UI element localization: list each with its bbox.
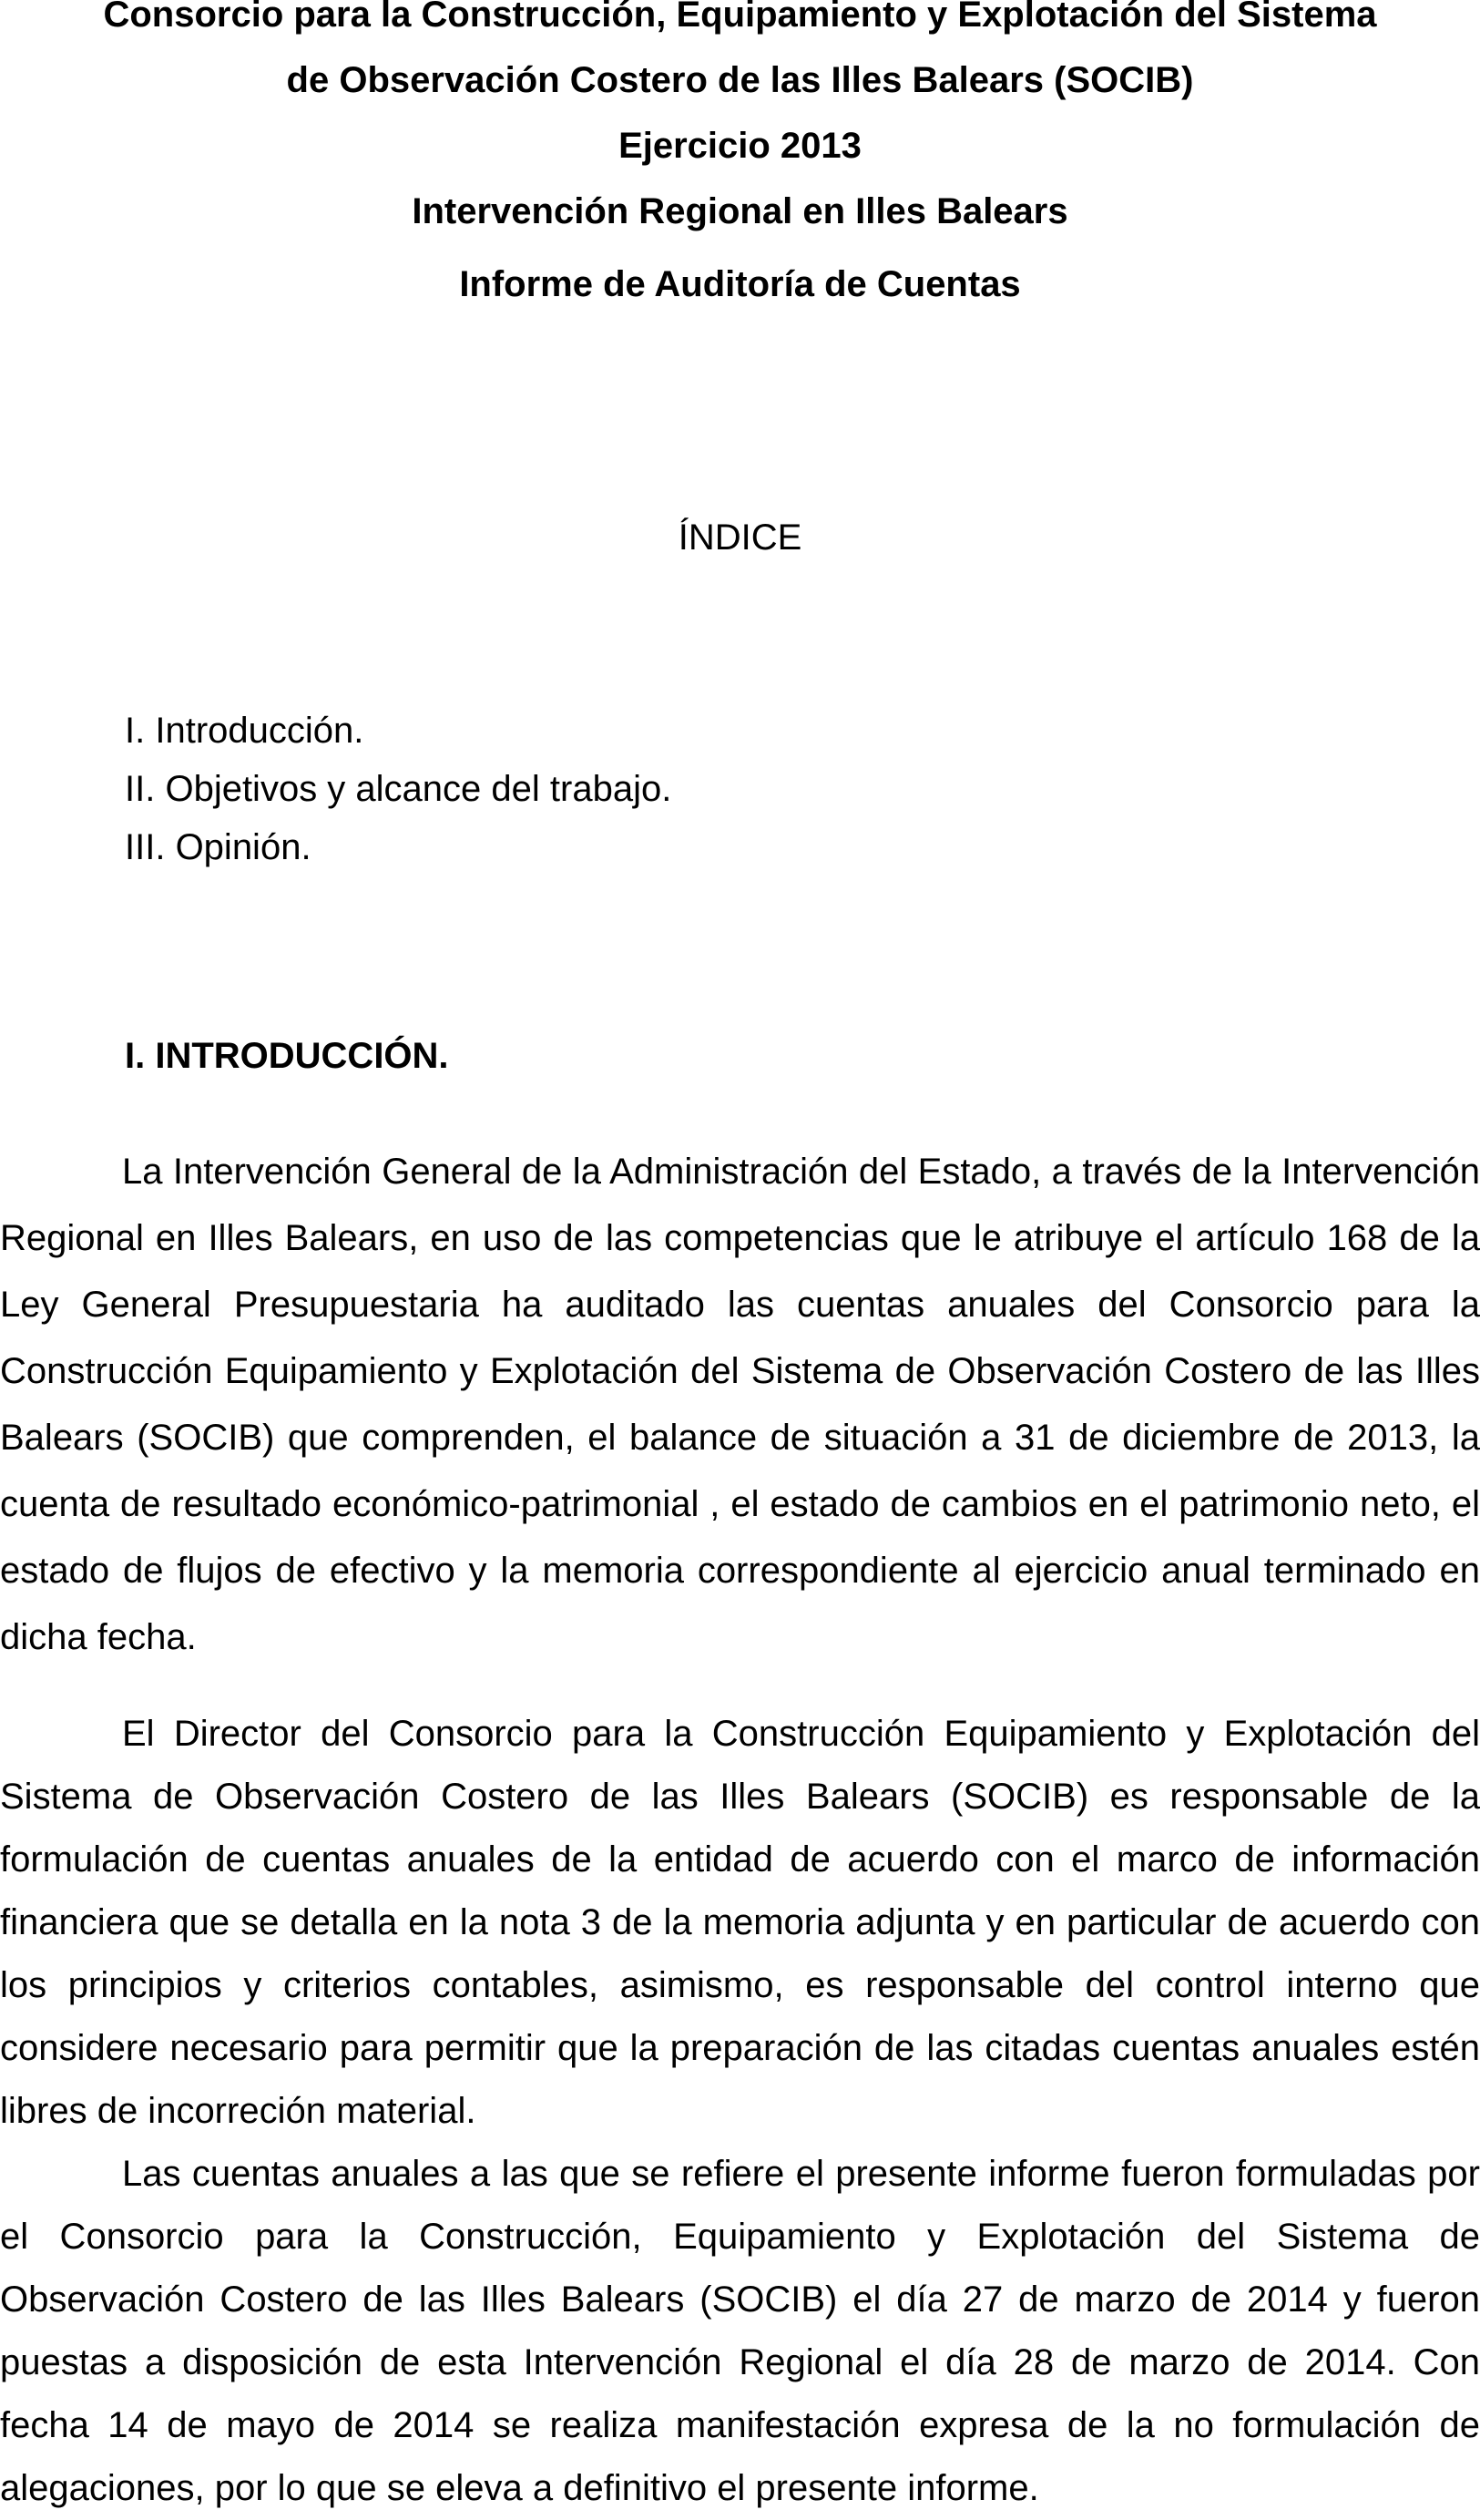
title-line-report-type: Informe de Auditoría de Cuentas xyxy=(459,264,1021,304)
table-of-contents xyxy=(125,702,671,876)
paragraph-audit-scope: La Intervención General de la Administración del Estado, a través de la Intervención Regional en Illes Balears, en uso de las competencias que le atribuye el artículo 168 de la Ley General Presupuestaria ha auditado las cuentas anuales del Consorcio para la Construcción Equipamiento y Explotación del Sistema de Observación Costero de las Illes Balears (SOCIB) que comprenden, el balance de situación a 31 de diciembre de 2013, la cuenta de resultado económico-patrimonial , el estado de cambios en el patrimonio neto, el estado de flujos de efectivo y la memoria correspondiente al ejercicio anual terminado en dicha fecha. xyxy=(0,1152,1480,1657)
paragraph-accounts-formulation: Las cuentas anuales a las que se refiere el presente informe fueron formuladas por el Consorcio para la Construcción, Equipamiento y Explotación del Sistema de Observación Costero de las Illes Balears (SOCIB) el día 27 de marzo de 2014 y fueron puestas a disposición de esta Intervención Regional el día 28 de marzo de 2014. Con fecha 14 de mayo de 2014 se realiza manifestación expresa de la no formulación de alegaciones, por lo que se eleva a definitivo el presente informe. xyxy=(0,2154,1480,2508)
toc-item-opinion: III. Opinión. xyxy=(125,827,311,867)
title-line-consortium: Consorcio para la Construcción, Equipamiento y Explotación del Sistema xyxy=(103,0,1377,35)
title-line-fiscal-year: Ejercicio 2013 xyxy=(618,126,862,166)
paragraph-director-responsibility: El Director del Consorcio para la Construcción Equipamiento y Explotación del Sistema de Observación Costero de las Illes Balears (SOCIB) es responsable de la formulación de cuentas anuales de la entidad de acuerdo con el marco de información financiera que se detalla en la nota 3 de la memoria adjunta y en particular de acuerdo con los principios y criterios contables, asimismo, es responsable del control interno que considere necesario para permitir que la preparación de las citadas cuentas anuales estén libres de incorreción material. xyxy=(0,1714,1480,2131)
toc-item-objectives: II. Objetivos y alcance del trabajo. xyxy=(125,769,672,809)
title-line-observatory: de Observación Costero de las Illes Balears (SOCIB) xyxy=(286,60,1194,100)
index-heading: ÍNDICE xyxy=(678,517,802,558)
title-line-intervention: Intervención Regional en Illes Balears xyxy=(412,191,1068,231)
toc-item-introduction: I. Introducción. xyxy=(125,711,364,751)
section-heading-introduction: I. INTRODUCCIÓN. xyxy=(125,1036,449,1076)
